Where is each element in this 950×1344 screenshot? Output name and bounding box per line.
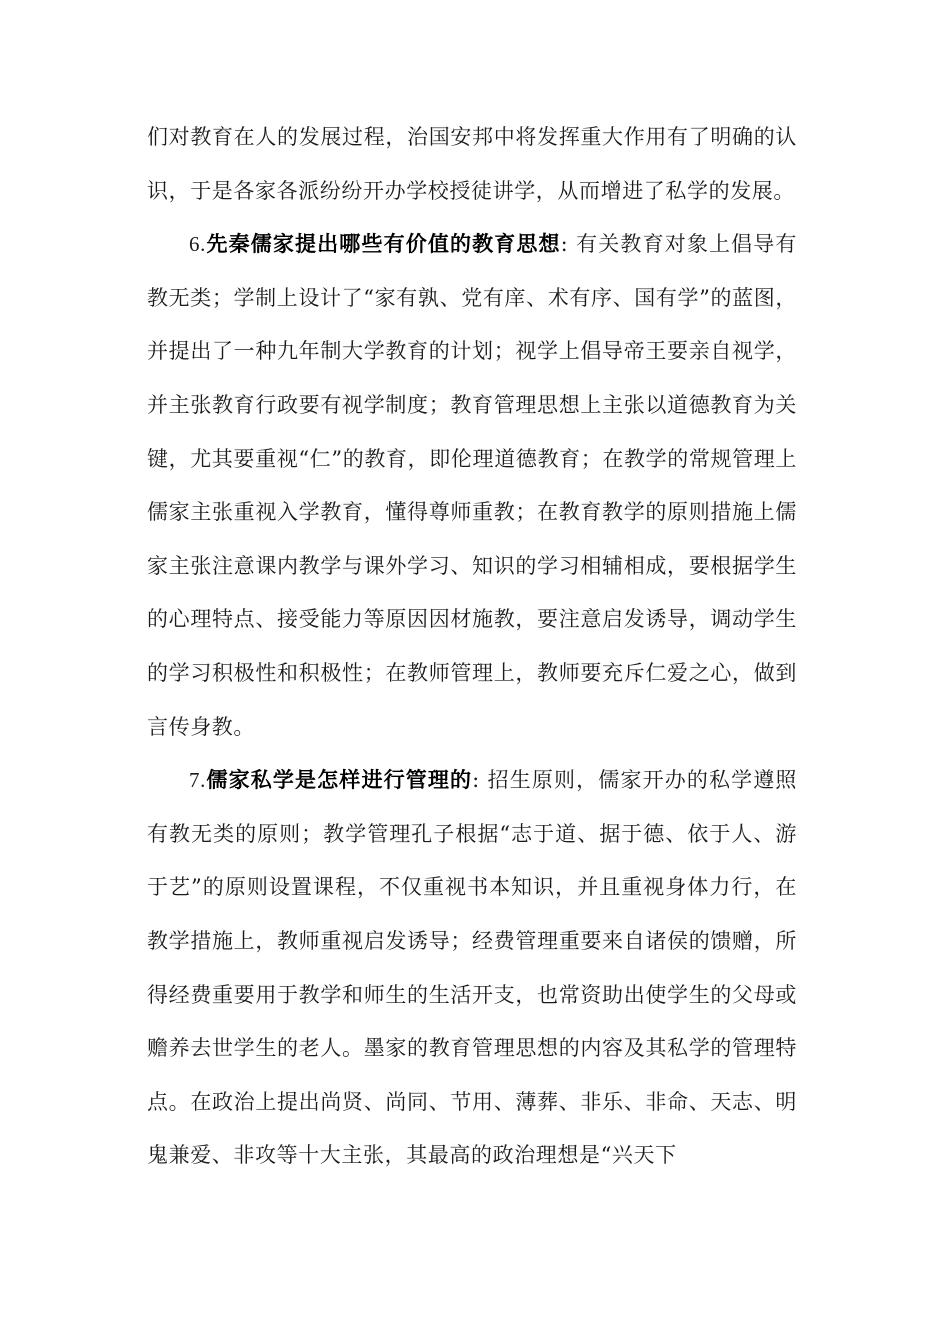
paragraph-continuation	[147, 111, 797, 218]
question-number: 7.	[189, 768, 206, 793]
question-number: 6.	[189, 232, 206, 257]
paragraph-question-6	[147, 218, 797, 754]
paragraph-text: : 招生原则，儒家开办的私学遵照有教无类的原则；教学管理孔子根据“志于道、据于德、依于人、游于艺”的原则设置课程，不仅重视书本知识，并且重视身体力行，在教学措施上，教师重视启发诱导；经费管理重要来自诸侯的馈赠，所得经费重要用于教学和师生的生活开支，也常资助出使学生的父母或赡养去世学生的老人。墨家的教育管理思想的内容及其私学的管理特点。在政治上提出尚贤、尚同、节用、薄葬、非乐、非命、天志、明鬼兼爱、非攻等十大主张，其最高的政治理想是“兴天下	[147, 768, 798, 1168]
document-body	[147, 111, 797, 1183]
question-heading: 儒家私学是怎样进行管理的	[205, 768, 473, 793]
paragraph-question-7	[147, 754, 797, 1183]
paragraph-text: 们对教育在人的发展过程，治国安邦中将发挥重大作用有了明确的认识，于是各家各派纷纷开办学校授徒讲学，从而增进了私学的发展。	[147, 125, 797, 203]
paragraph-text: : 有关教育对象上倡导有教无类；学制上设计了“家有孰、党有庠、术有序、国有学”的蓝图，并提出了一种九年制大学教育的计划；视学上倡导帝王要亲自视学，并主张教育行政要有视学制度；教育管理思想上主张以道德教育为关键，尤其要重视“仁”的教育，即伦理道德教育；在教学的常规管理上儒家主张重视入学教育，懂得尊师重教；在教育教学的原则措施上儒家主张注意课内教学与课外学习、知识的学习相辅相成，要根据学生的心理特点、接受能力等原因因材施教，要注意启发诱导，调动学生的学习积极性和积极性；在教师管理上，教师要充斥仁爱之心，做到言传身教。	[147, 232, 797, 739]
question-heading: 先秦儒家提出哪些有价值的教育思想	[205, 232, 561, 257]
